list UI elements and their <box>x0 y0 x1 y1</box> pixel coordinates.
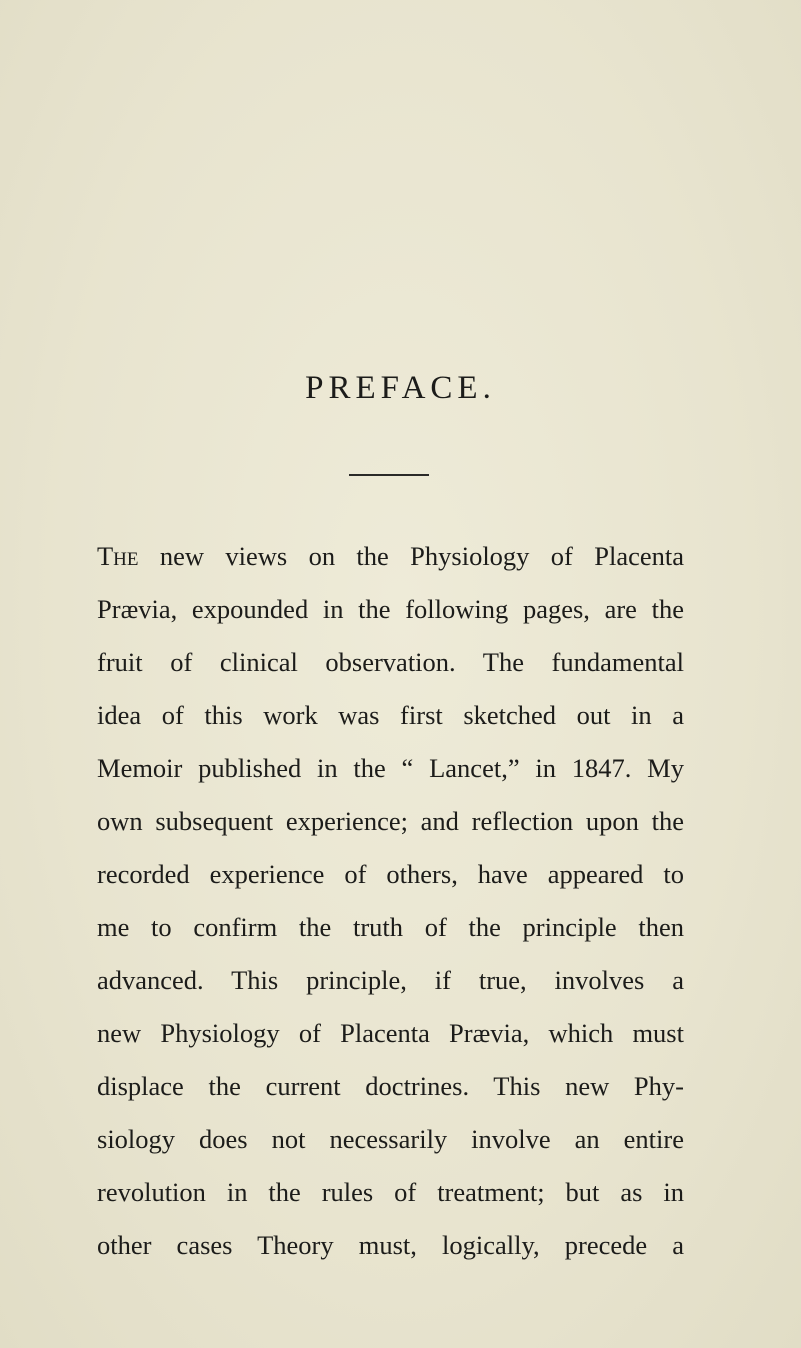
text-line: siology does not necessarily involve an entire <box>97 1124 684 1154</box>
text-line: new Physiology of Placenta Prævia, which must <box>97 1018 684 1048</box>
text-line: me to confirm the truth of the principle then <box>97 912 684 942</box>
text-line: idea of this work was first sketched out in a <box>97 700 684 730</box>
text-line: recorded experience of others, have appeared to <box>97 859 684 889</box>
text-line: own subsequent experience; and reflection upon the <box>97 806 684 836</box>
title-rule <box>349 474 429 476</box>
opening-word: The <box>97 541 139 571</box>
text-line <box>97 536 684 576</box>
line-text: new views on the Physiology of Placenta <box>138 541 684 571</box>
text-line: other cases Theory must, logically, precede a <box>97 1230 684 1260</box>
text-line: revolution in the rules of treatment; but as in <box>97 1177 684 1207</box>
text-line: Memoir published in the “ Lancet,” in 1847. My <box>97 753 684 783</box>
text-line: Prævia, expounded in the following pages, are the <box>97 594 684 624</box>
text-line: fruit of clinical observation. The fundamental <box>97 647 684 677</box>
text-line: advanced. This principle, if true, involves a <box>97 965 684 995</box>
text-line: displace the current doctrines. This new Phy- <box>97 1071 684 1101</box>
page-title: PREFACE. <box>305 370 496 406</box>
